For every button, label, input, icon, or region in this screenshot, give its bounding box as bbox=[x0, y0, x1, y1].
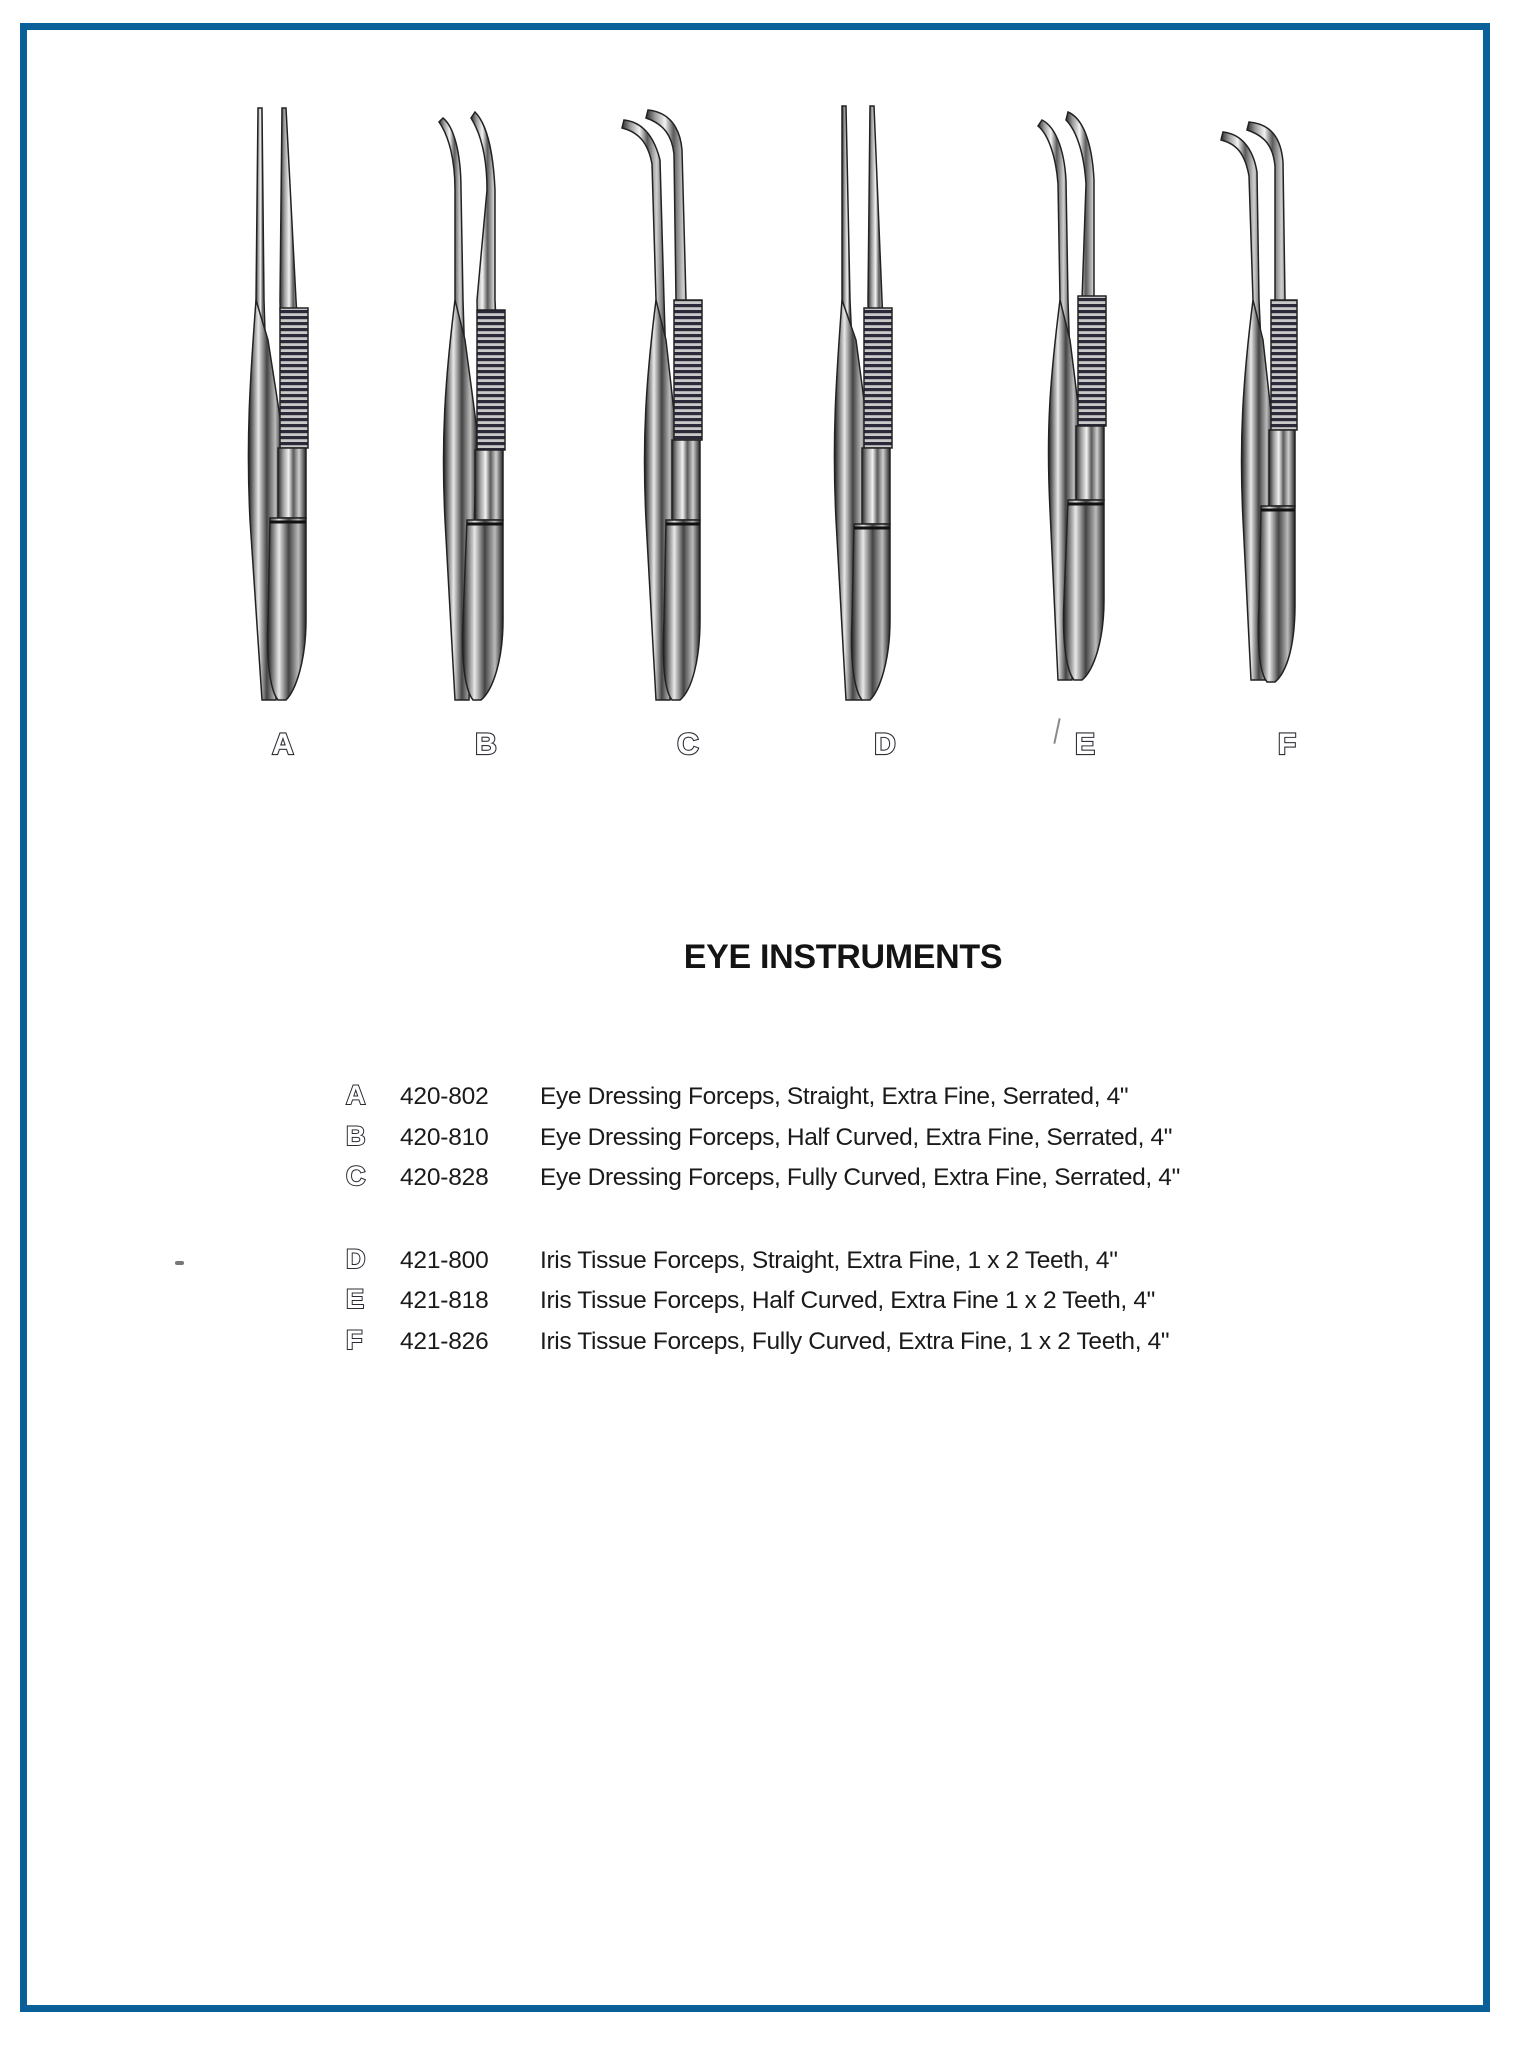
item-letter: F bbox=[346, 1324, 363, 1355]
part-number: 421-826 bbox=[400, 1327, 489, 1355]
catalog-row bbox=[346, 1284, 1180, 1325]
catalog-group-iris-tissue bbox=[346, 1244, 1180, 1366]
part-number: 420-810 bbox=[400, 1123, 489, 1151]
forceps-figure-e bbox=[1020, 100, 1140, 700]
part-number: 420-828 bbox=[400, 1164, 489, 1191]
item-description: Iris Tissue Forceps, Straight, Extra Fine, 1 x 2 Teeth, 4" bbox=[540, 1246, 1118, 1274]
half-curved-forceps-icon bbox=[415, 100, 535, 700]
figure-label-b: B bbox=[475, 728, 497, 761]
item-description: Eye Dressing Forceps, Half Curved, Extra Fine, Serrated, 4" bbox=[540, 1123, 1173, 1151]
catalog-row bbox=[346, 1325, 1180, 1366]
item-letter: D bbox=[346, 1243, 366, 1274]
figure-label-a: A bbox=[272, 728, 294, 761]
fully-curved-forceps-icon bbox=[1215, 100, 1335, 700]
catalog-list bbox=[346, 1080, 1180, 1365]
page-title: EYE INSTRUMENTS bbox=[683, 938, 1003, 976]
figure-label-f: F bbox=[1277, 728, 1297, 761]
part-number: 421-800 bbox=[400, 1246, 489, 1274]
forceps-figure-a bbox=[222, 100, 342, 700]
forceps-figure-d bbox=[814, 100, 934, 700]
part-number: 421-818 bbox=[400, 1287, 489, 1314]
figure-label-d: D bbox=[874, 728, 896, 761]
item-description: Iris Tissue Forceps, Half Curved, Extra Fine 1 x 2 Teeth, 4" bbox=[540, 1287, 1155, 1314]
straight-forceps-icon bbox=[814, 100, 934, 700]
scan-artifact-dot bbox=[175, 1261, 184, 1265]
item-description: Iris Tissue Forceps, Fully Curved, Extra Fine, 1 x 2 Teeth, 4" bbox=[540, 1327, 1170, 1355]
item-letter: C bbox=[346, 1161, 366, 1191]
forceps-figure-c bbox=[612, 100, 732, 700]
item-description: Eye Dressing Forceps, Fully Curved, Extra Fine, Serrated, 4" bbox=[540, 1164, 1180, 1191]
catalog-group-eye-dressing bbox=[346, 1080, 1180, 1202]
item-description: Eye Dressing Forceps, Straight, Extra Fine, Serrated, 4" bbox=[540, 1083, 1129, 1110]
fully-curved-forceps-icon bbox=[612, 100, 732, 700]
item-letter: E bbox=[346, 1284, 365, 1314]
catalog-row bbox=[346, 1244, 1180, 1285]
item-letter: A bbox=[346, 1080, 366, 1110]
figure-label-c: C bbox=[677, 728, 699, 761]
straight-forceps-icon bbox=[222, 100, 342, 700]
forceps-figure-f bbox=[1215, 100, 1335, 700]
figure-label-e: E bbox=[1074, 728, 1095, 761]
item-letter: B bbox=[346, 1120, 366, 1151]
part-number: 420-802 bbox=[400, 1083, 489, 1110]
catalog-row bbox=[346, 1121, 1180, 1162]
forceps-figure-b bbox=[415, 100, 535, 700]
catalog-row bbox=[346, 1080, 1180, 1121]
catalog-row bbox=[346, 1161, 1180, 1202]
half-curved-forceps-icon bbox=[1020, 100, 1140, 700]
